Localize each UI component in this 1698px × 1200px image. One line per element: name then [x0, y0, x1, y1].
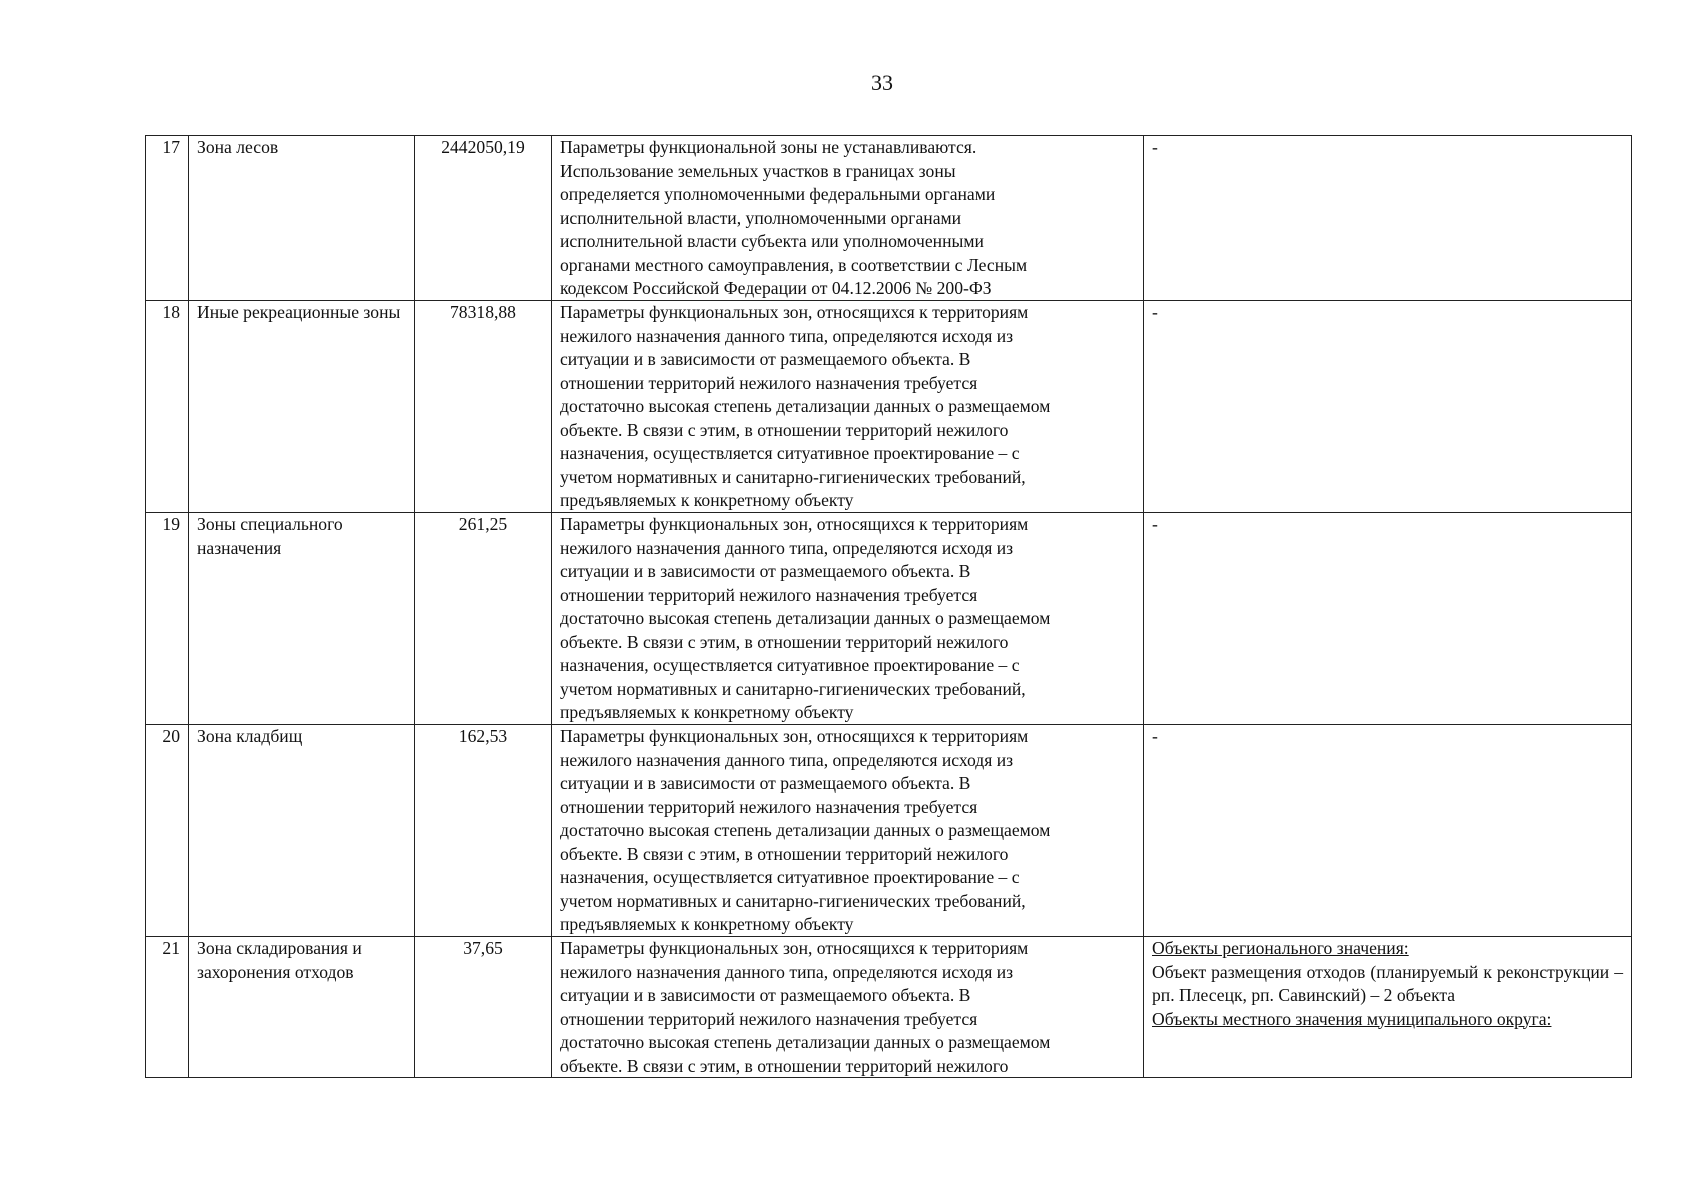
- local-objects-title: Объекты местного значения муниципального округа:: [1152, 1008, 1552, 1029]
- zone-parameters-text: Параметры функциональных зон, относящихся к территориям нежилого назначения данного типа, определяются исходя из ситуации и в зависимости от размещаемого объекта. В отношении территорий нежилого назначения требуется достаточно высокая степень детализации данных о размещаемом объекте. В связи с этим, в отношении территорий нежилого: [560, 938, 1051, 1076]
- zone-name: Зона лесов: [189, 136, 415, 301]
- zone-objects: -: [1144, 725, 1632, 937]
- zone-name: Зона кладбищ: [189, 725, 415, 937]
- zone-name: Зона складирования и захоронения отходов: [189, 937, 415, 1078]
- row-number: 17: [146, 136, 189, 301]
- zone-name: Иные рекреационные зоны: [189, 301, 415, 513]
- row-number: 21: [146, 937, 189, 1078]
- zone-objects: [1144, 937, 1632, 1078]
- zone-parameters-text: Параметры функциональных зон, относящихся к территориям нежилого назначения данного типа, определяются исходя из ситуации и в зависимости от размещаемого объекта. В отношении территорий нежилого назначения требуется достаточно высокая степень детализации данных о размещаемом объекте. В связи с этим, в отношении территорий нежилого назначения, осуществляется ситуативное проектирование – с учетом нормативных и санитарно-гигиенических требований, предъявляемых к конкретному объекту: [560, 302, 1051, 510]
- zone-parameters: [552, 136, 1144, 301]
- zone-parameters: [552, 725, 1144, 937]
- page-number: 33: [871, 70, 893, 95]
- zone-parameters-text: Параметры функциональной зоны не устанавливаются. Использование земельных участков в границах зоны определяется уполномоченными федеральными органами исполнительной власти, уполномоченными органами исполнительной власти субъекта или уполномоченными органами местного самоуправления, в соответствии с Лесным кодексом Российской Федерации от 04.12.2006 № 200-ФЗ: [560, 137, 1028, 298]
- zone-area: 78318,88: [415, 301, 552, 513]
- zone-area: 37,65: [415, 937, 552, 1078]
- regional-objects-text: Объект размещения отходов (планируемый к реконструкции – рп. Плесецк, рп. Савинский) – 2 объекта: [1152, 961, 1623, 1005]
- zone-objects: -: [1144, 513, 1632, 725]
- row-number: 20: [146, 725, 189, 937]
- row-number: 19: [146, 513, 189, 725]
- zone-objects: -: [1144, 301, 1632, 513]
- functional-zones-table: [145, 135, 1632, 1078]
- table-row-20: [146, 725, 1632, 937]
- regional-objects-title: Объекты регионального значения:: [1152, 938, 1409, 958]
- table-row-21: [146, 937, 1632, 1078]
- table-row-17: [146, 136, 1632, 301]
- zone-parameters-text: Параметры функциональных зон, относящихся к территориям нежилого назначения данного типа, определяются исходя из ситуации и в зависимости от размещаемого объекта. В отношении территорий нежилого назначения требуется достаточно высокая степень детализации данных о размещаемом объекте. В связи с этим, в отношении территорий нежилого назначения, осуществляется ситуативное проектирование – с учетом нормативных и санитарно-гигиенических требований, предъявляемых к конкретному объекту: [560, 726, 1051, 934]
- table-row-19: [146, 513, 1632, 725]
- zone-area: 2442050,19: [415, 136, 552, 301]
- zone-parameters-text: Параметры функциональных зон, относящихся к территориям нежилого назначения данного типа, определяются исходя из ситуации и в зависимости от размещаемого объекта. В отношении территорий нежилого назначения требуется достаточно высокая степень детализации данных о размещаемом объекте. В связи с этим, в отношении территорий нежилого назначения, осуществляется ситуативное проектирование – с учетом нормативных и санитарно-гигиенических требований, предъявляемых к конкретному объекту: [560, 514, 1051, 722]
- row-number: 18: [146, 301, 189, 513]
- zone-parameters: [552, 937, 1144, 1078]
- table-row-18: [146, 301, 1632, 513]
- zone-parameters: [552, 513, 1144, 725]
- zone-parameters: [552, 301, 1144, 513]
- zone-area: 162,53: [415, 725, 552, 937]
- zone-objects: -: [1144, 136, 1632, 301]
- zone-name: Зоны специального назначения: [189, 513, 415, 725]
- zone-area: 261,25: [415, 513, 552, 725]
